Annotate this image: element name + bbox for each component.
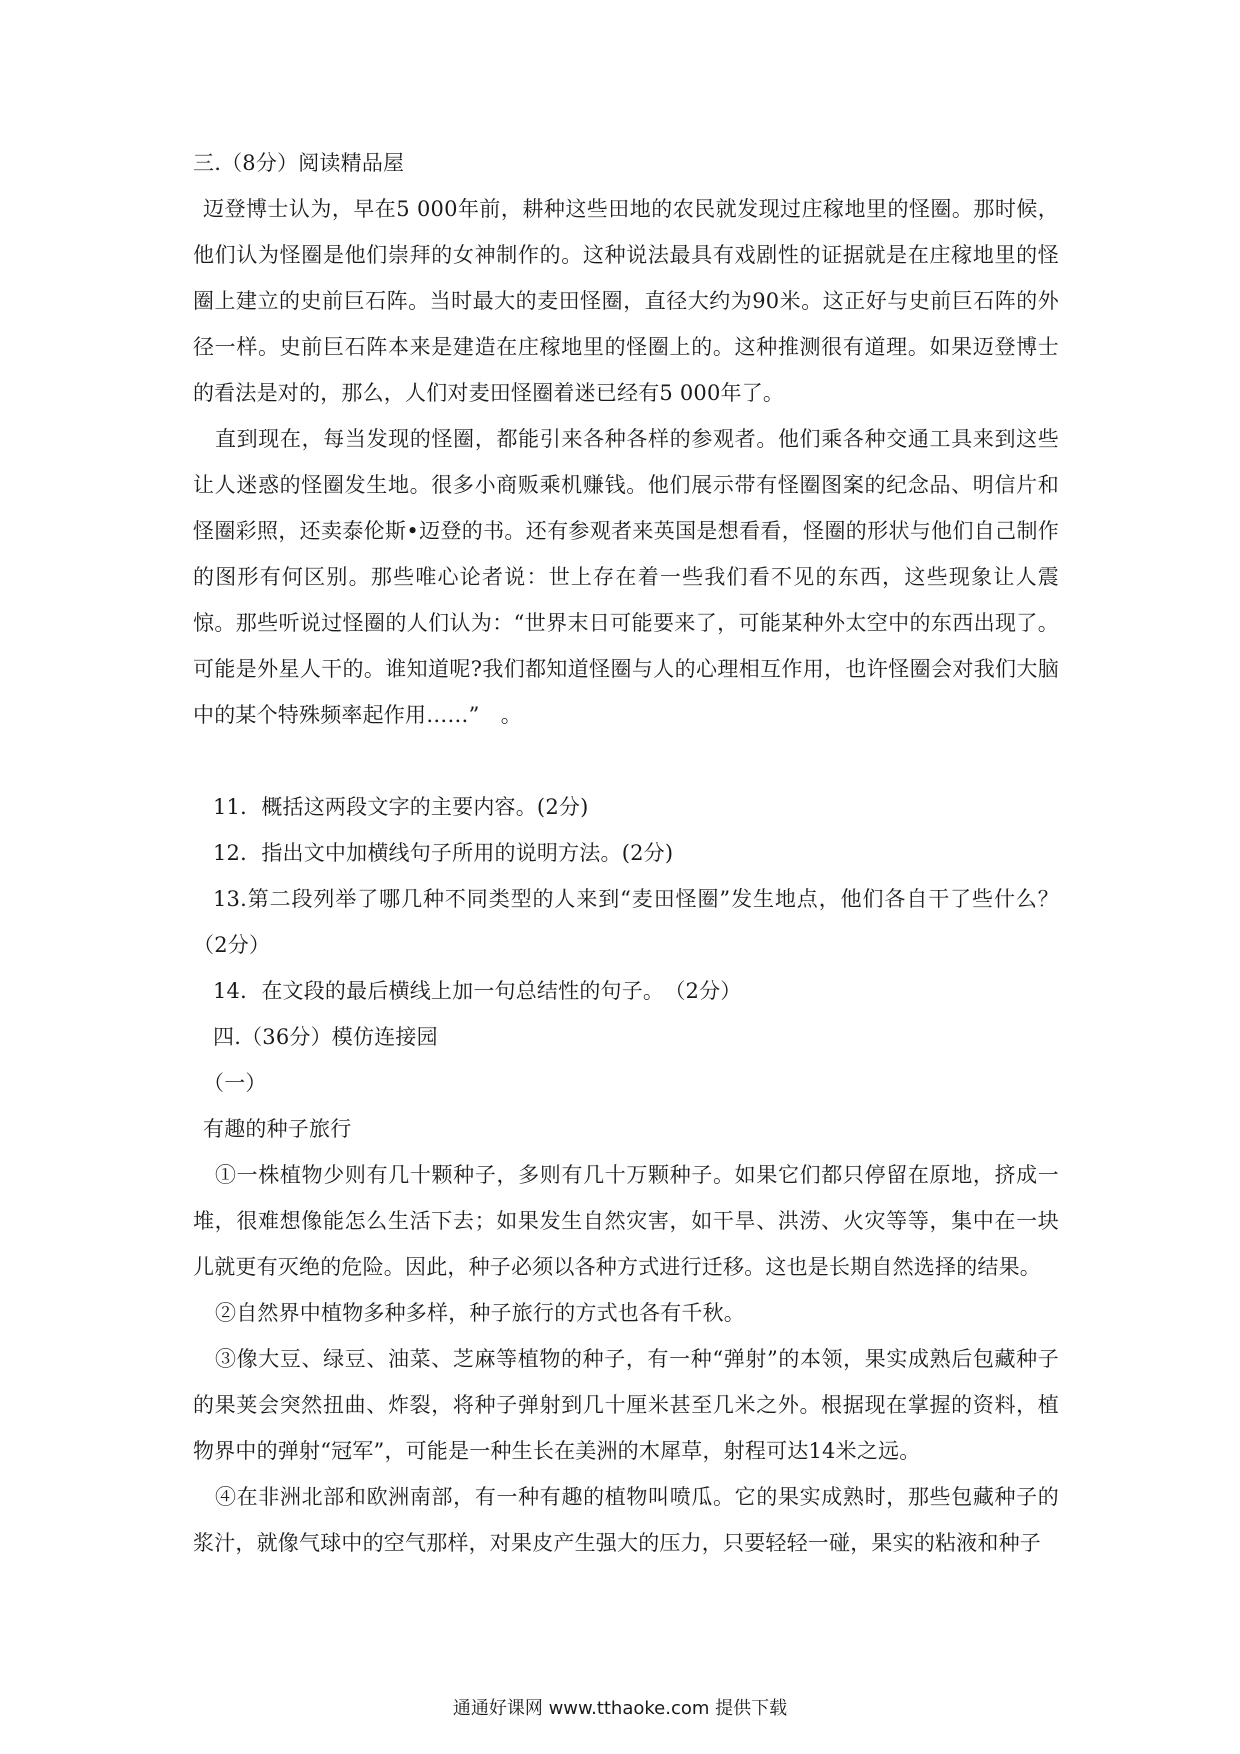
article-paragraph-2: ②自然界中植物多种多样，种子旅行的方式也各有千秋。 bbox=[215, 1301, 745, 1325]
article-paragraph-1: ①一株植物少则有几十颗种子，多则有几十万颗种子。如果它们都只停留在原地，挤成一堆，很难想像能怎么生活下去；如果发生自然灾害，如干旱、洪涝、火灾等等，集中在一块儿就更有灭绝的危险。因此，种子必须以各种方式进行迁移。这也是长期自然选择的结果。 bbox=[193, 1163, 1059, 1279]
section3-paragraph-2: 直到现在，每当发现的怪圈，都能引来各种各样的参观者。他们乘各种交通工具来到这些让人迷惑的怪圈发生地。很多小商贩乘机赚钱。他们展示带有怪圈图案的纪念品、明信片和怪圈彩照，还卖泰伦斯•迈登的书。还有参观者来英国是想看看，怪圈的形状与他们自己制作的图形有何区别。那些唯心论者说：世上存在着一些我们看不见的东西，这些现象让人震惊。那些听说过怪圈的人们认为：“世界末日可能要来了，可能某种外太空中的东西出现了。可能是外星人干的。谁知道呢?我们都知道怪圈与人的心理相互作用，也许怪圈会对我们大脑中的某个特殊频率起作用……” 。 bbox=[193, 427, 1059, 727]
question-13: 13.第二段列举了哪几种不同类型的人来到“麦田怪圈”发生地点，他们各自干了些什么？（2分） bbox=[193, 887, 1059, 957]
section3-heading: 三.（8分）阅读精品屋 bbox=[193, 151, 405, 175]
article-paragraph-3: ③像大豆、绿豆、油菜、芝麻等植物的种子，有一种“弹射”的本领，果实成熟后包藏种子的果荚会突然扭曲、炸裂，将种子弹射到几十厘米甚至几米之外。根据现在掌握的资料，植物界中的弹射“冠军”，可能是一种生长在美洲的木犀草，射程可达14米之远。 bbox=[193, 1347, 1059, 1463]
article-title: 有趣的种子旅行 bbox=[203, 1117, 352, 1141]
question-14: 14．在文段的最后横线上加一句总结性的句子。 （2分） bbox=[213, 979, 742, 1003]
question-12: 12．指出文中加横线句子所用的说明方法。(2分) bbox=[213, 841, 674, 865]
page-footer: 通通好课网 www.tthaoke.com 提供下载 bbox=[452, 1698, 788, 1719]
section4-heading: 四.（36分）模仿连接园 bbox=[213, 1025, 438, 1049]
question-11: 11．概括这两段文字的主要内容。(2分) bbox=[213, 795, 589, 819]
section3-paragraph-1: 迈登博士认为，早在5 000年前，耕种这些田地的农民就发现过庄稼地里的怪圈。那时候，他们认为怪圈是他们崇拜的女神制作的。这种说法最具有戏剧性的证据就是在庄稼地里的怪圈上建立的史前巨石阵。当时最大的麦田怪圈，直径大约为90米。这正好与史前巨石阵的外径一样。史前巨石阵本来是建造在庄稼地里的怪圈上的。这种推测很有道理。如果迈登博士的看法是对的，那么，人们对麦田怪圈着迷已经有5 000年了。 bbox=[193, 197, 1059, 405]
section4-part-label: （一） bbox=[203, 1071, 267, 1095]
article-paragraph-4: ④在非洲北部和欧洲南部，有一种有趣的植物叫喷瓜。它的果实成熟时，那些包藏种子的浆汁，就像气球中的空气那样，对果皮产生强大的压力，只要轻轻一碰，果实的粘液和种子 bbox=[193, 1485, 1059, 1555]
